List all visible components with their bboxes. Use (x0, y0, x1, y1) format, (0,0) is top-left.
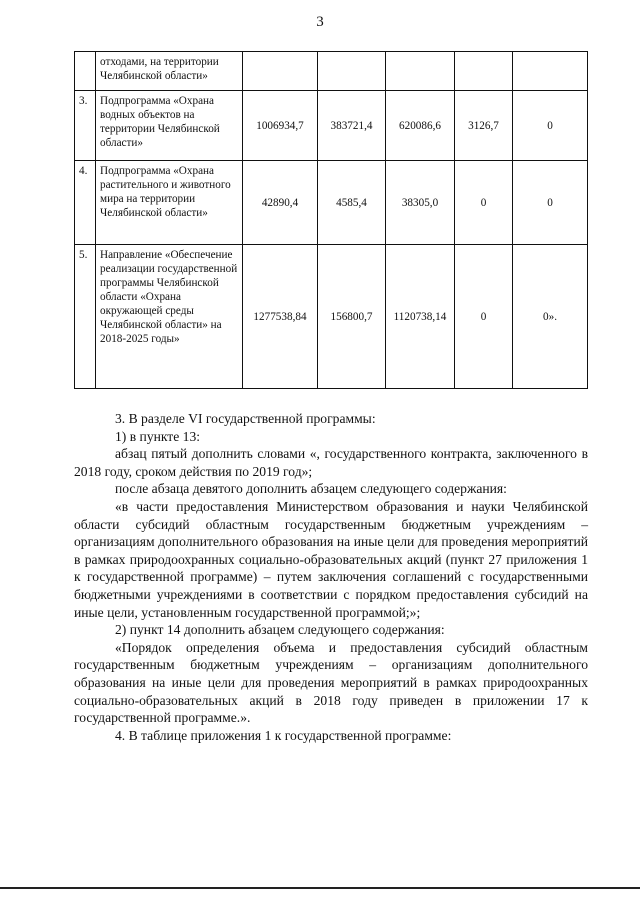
quoted-paragraph: «Порядок определения объема и предоставления субсидий областным государственным бюджетным учреждениям – организациям дополнительного образования на иные цели для проведения мероприятий в рамках природоохранных социально-образовательных акций в 2018 году приведен в приложении 17 к государственной программе.». (74, 639, 588, 726)
cell-value: 4585,4 (318, 161, 386, 245)
budget-table (74, 51, 588, 389)
cell-value (455, 52, 513, 91)
paragraph: абзац пятый дополнить словами «, государственного контракта, заключенного в 2018 году, сроком действия по 2019 год»; (74, 446, 588, 479)
item-heading: 1) в пункте 13: (115, 428, 201, 444)
row-name: Направление «Обеспечение реализации государственной программы Челябинской области «Охрана окружающей среды Челябинской области» на 2018-2025 годы» (96, 245, 243, 389)
cell-total: 1006934,7 (243, 91, 318, 161)
cell-value: 3126,7 (455, 91, 513, 161)
cell-value: 0 (455, 245, 513, 389)
table-row (75, 245, 588, 389)
section-heading: 4. В таблице приложения 1 к государственной программе: (115, 727, 452, 743)
cell-total (243, 52, 318, 91)
table-row (75, 161, 588, 245)
cell-value: 0 (455, 161, 513, 245)
row-name: Подпрограмма «Охрана водных объектов на территории Челябинской области» (96, 91, 243, 161)
row-name: Подпрограмма «Охрана растительного и животного мира на территории Челябинской области» (96, 161, 243, 245)
cell-value (318, 52, 386, 91)
row-index: 3. (75, 91, 96, 161)
cell-total: 1277538,84 (243, 245, 318, 389)
table-row (75, 52, 588, 91)
cell-value: 156800,7 (318, 245, 386, 389)
quoted-paragraph: «в части предоставления Министерством образования и науки Челябинской области субсидий областным государственным бюджетным учреждениям – организациям дополнительного образования на иные цели для проведения мероприятий в рамках природоохранных социально-образовательных акций (пункт 27 приложения 1 к государственной программе) – путем заключения соглашений с государственными бюджетными учреждениями в соответствии с порядком предоставления субсидий на иные цели, установленным государственной программой;»; (74, 498, 588, 620)
paragraph: после абзаца девятого дополнить абзацем следующего содержания: (115, 481, 507, 497)
cell-value: 0 (513, 161, 588, 245)
bottom-divider (0, 887, 640, 889)
cell-value (513, 52, 588, 91)
cell-value: 38305,0 (386, 161, 455, 245)
table-row (75, 91, 588, 161)
cell-value (386, 52, 455, 91)
cell-value: 383721,4 (318, 91, 386, 161)
row-index: 4. (75, 161, 96, 245)
row-index: 5. (75, 245, 96, 389)
item-heading: 2) пункт 14 дополнить абзацем следующего содержания: (115, 622, 445, 638)
cell-total: 42890,4 (243, 161, 318, 245)
cell-value: 0 (513, 91, 588, 161)
row-name: отходами, на территории Челябинской области» (96, 52, 243, 91)
page-number: 3 (316, 14, 324, 30)
cell-value: 620086,6 (386, 91, 455, 161)
cell-value: 0». (513, 245, 588, 389)
section-heading: 3. В разделе VI государственной программы: (115, 411, 376, 426)
cell-value: 1120738,14 (386, 245, 455, 389)
document-body (74, 410, 588, 744)
row-index (75, 52, 96, 91)
